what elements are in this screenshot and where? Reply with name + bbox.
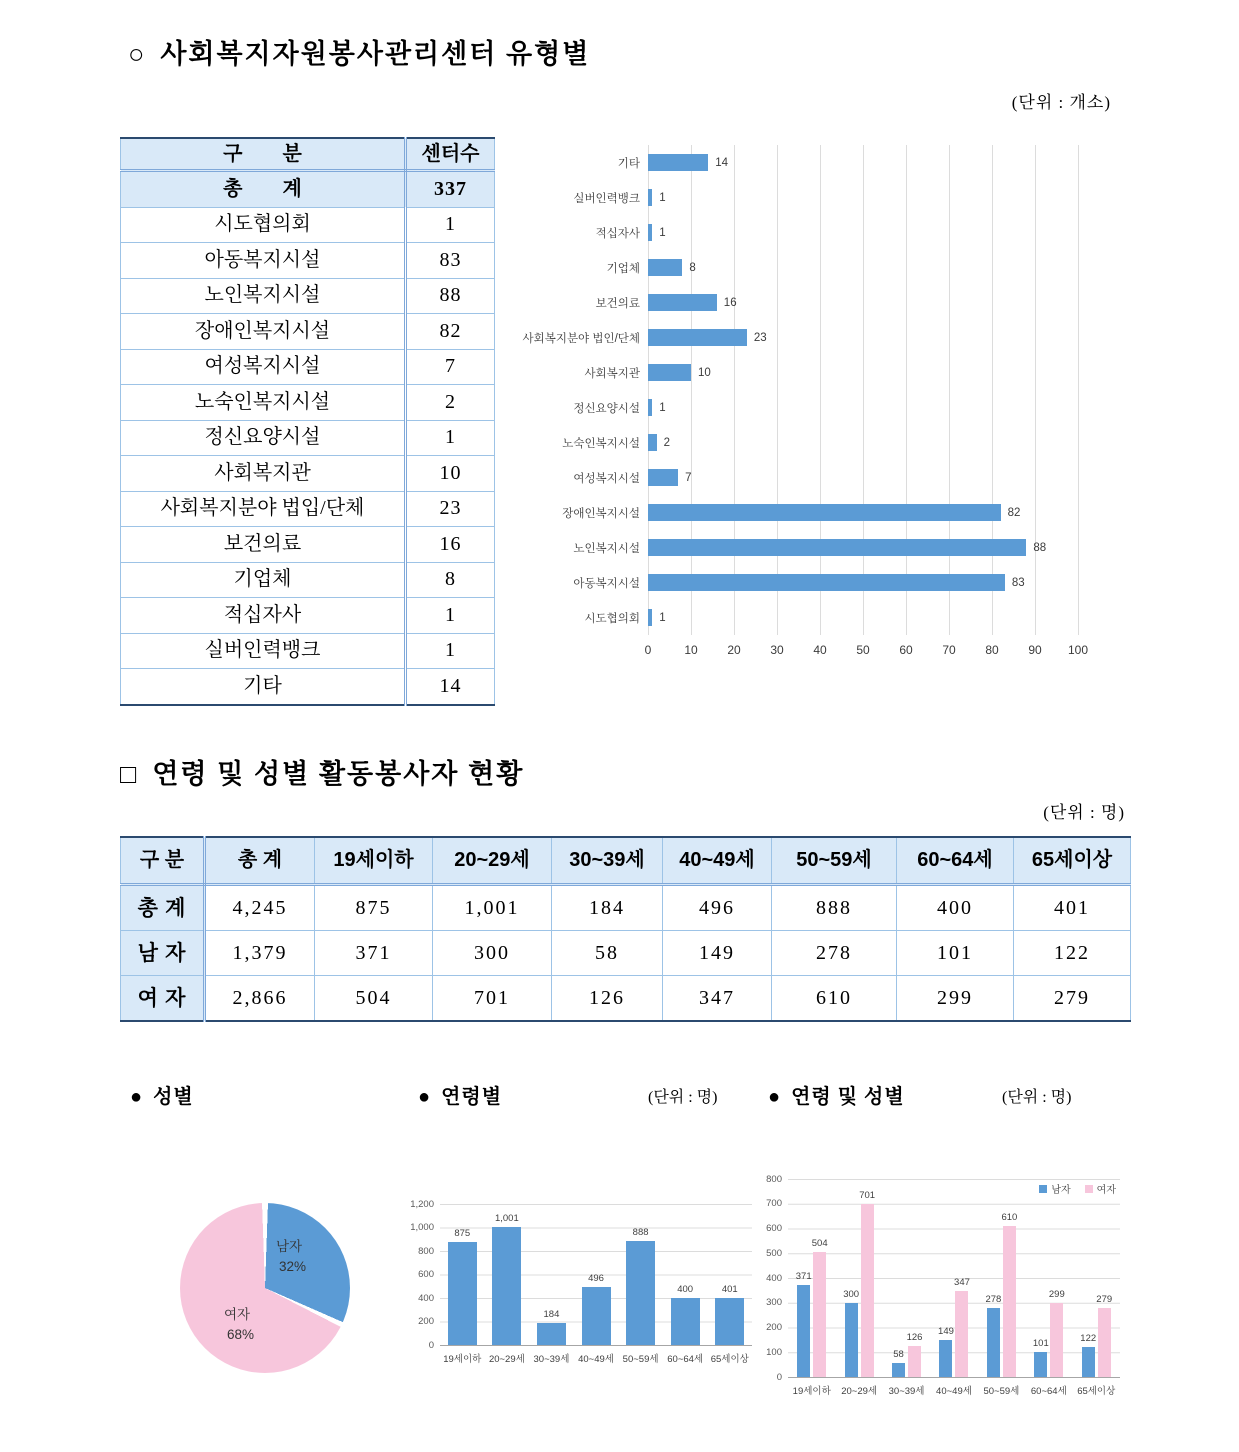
- pie-slice-label: 남자: [276, 1239, 303, 1254]
- bar-group: [485, 1204, 530, 1345]
- legend-item: [1039, 1181, 1070, 1196]
- column-header: 총 계: [205, 837, 315, 885]
- hbar-category-labels: [510, 145, 648, 635]
- row-value: 2,866: [205, 976, 315, 1022]
- vbar-main: [752, 1173, 1127, 1383]
- section2-title: [120, 752, 524, 791]
- row-value: 496: [663, 885, 772, 931]
- row-value: 8: [406, 562, 495, 598]
- bar-value-label: 875: [454, 1228, 471, 1240]
- gender-chart-header: [130, 1080, 194, 1109]
- row-value: 184: [552, 885, 663, 931]
- row-value: 1: [406, 207, 495, 243]
- bar: [648, 329, 747, 346]
- bar-row: [648, 565, 1078, 600]
- row-value: 701: [433, 976, 552, 1022]
- y-axis-tick-label: 100: [766, 1346, 782, 1358]
- category-label: 노숙인복지시설: [562, 437, 640, 450]
- bar-value-label: 58: [893, 1348, 904, 1360]
- table-row: [121, 598, 495, 634]
- gender-chart-label: 성별: [153, 1086, 194, 1108]
- table-row: [121, 314, 495, 350]
- bar-value-label: 88: [1033, 541, 1047, 554]
- row-value: 122: [1014, 931, 1131, 976]
- bar-value-label: 184: [543, 1309, 560, 1321]
- x-axis-tick-label: 50: [856, 643, 870, 657]
- age-gender-table-body: [121, 885, 1131, 1022]
- category-label: 65세이상: [710, 1354, 749, 1365]
- bar-value-label: 504: [811, 1238, 828, 1250]
- category-label: 사회복지분야 법인/단체: [522, 332, 640, 345]
- bar-group: [1025, 1179, 1072, 1377]
- y-axis-tick-label: 200: [418, 1316, 434, 1327]
- row-value: 400: [897, 885, 1014, 931]
- bar-group: [707, 1204, 752, 1345]
- y-axis-labels: [752, 1173, 788, 1383]
- bar: [1032, 1338, 1049, 1377]
- column-header: 65세이상: [1014, 837, 1131, 885]
- row-value: 300: [433, 931, 552, 976]
- table-row: [121, 385, 495, 421]
- bar: [906, 1331, 923, 1377]
- table-row: [121, 885, 1131, 931]
- row-value: 58: [552, 931, 663, 976]
- bar-group: [978, 1179, 1025, 1377]
- table-row: [121, 491, 495, 527]
- bar: [648, 539, 1026, 556]
- bar: [648, 294, 717, 311]
- bar-value-label: 10: [698, 366, 711, 379]
- bar: [648, 434, 657, 451]
- bar-value-label: 371: [795, 1271, 812, 1283]
- bar-value-label: 279: [1096, 1293, 1113, 1305]
- bar-row: [648, 530, 1078, 565]
- legend-swatch-icon: [1085, 1185, 1093, 1193]
- x-axis-tick-label: 80: [985, 643, 999, 657]
- y-axis-tick-label: 400: [418, 1292, 434, 1304]
- row-value: 1,001: [433, 885, 552, 931]
- y-axis-tick-label: 400: [766, 1272, 782, 1284]
- section1-title-text: 사회복지자원봉사관리센터 유형별: [160, 39, 591, 69]
- bar-value-label: 23: [753, 331, 767, 344]
- bar-row: [648, 495, 1078, 530]
- bar-group: [440, 1204, 485, 1345]
- bar-value-label: 14: [715, 156, 728, 169]
- category-label: 아동복지시설: [573, 577, 640, 590]
- bar-row: [648, 285, 1078, 320]
- bar: [954, 1277, 970, 1377]
- row-value: 88: [406, 278, 495, 314]
- table-row: [121, 243, 495, 279]
- age-gender-bar-chart: [752, 1173, 1127, 1397]
- column-header: 30~39세: [552, 837, 663, 885]
- y-axis-tick-label: 0: [776, 1371, 782, 1383]
- circle-bullet-icon: ○: [128, 39, 147, 69]
- dot-bullet-icon: ●: [130, 1086, 144, 1108]
- bar: [648, 224, 652, 241]
- bar: [448, 1228, 477, 1345]
- row-value: 610: [772, 976, 897, 1022]
- bar-group: [835, 1179, 882, 1377]
- category-label: 19세이하: [792, 1386, 831, 1397]
- row-value: 401: [1014, 885, 1131, 931]
- age-chart-header: [418, 1080, 502, 1109]
- category-label: 30~39세: [533, 1354, 570, 1365]
- bar-row: [648, 180, 1078, 215]
- bar-row: [648, 320, 1078, 355]
- category-label: 30~39세: [888, 1386, 925, 1397]
- category-label: 정신요양시설: [573, 402, 640, 415]
- hbar-plot-area: [648, 145, 1079, 635]
- bar: [1080, 1332, 1097, 1377]
- bar: [537, 1309, 566, 1345]
- bar: [648, 469, 678, 486]
- row-value: 1: [406, 598, 495, 634]
- y-axis-tick-label: 300: [766, 1297, 782, 1309]
- bar-row: [648, 355, 1078, 390]
- category-label: 50~59세: [622, 1354, 659, 1365]
- row-value: 504: [315, 976, 433, 1022]
- column-header: 50~59세: [772, 837, 897, 885]
- row-value: 149: [663, 931, 772, 976]
- row-value: 82: [406, 314, 495, 350]
- y-axis-tick-label: 800: [766, 1173, 782, 1185]
- category-label: 노인복지시설: [573, 542, 640, 555]
- category-label: 기업체: [606, 262, 640, 275]
- gender-pie-chart: [180, 1203, 350, 1373]
- bar-value-label: 300: [843, 1288, 860, 1300]
- category-label: 사회복지관: [584, 367, 640, 380]
- bar-group: [618, 1204, 663, 1345]
- header-row: [121, 837, 1131, 885]
- chart-legend: [1039, 1181, 1116, 1196]
- category-label: 시도협의회: [584, 612, 640, 625]
- bar-row: [648, 390, 1078, 425]
- category-label: 40~49세: [578, 1354, 614, 1365]
- bar-value-label: 122: [1080, 1332, 1097, 1344]
- category-label: 보건의료: [595, 297, 640, 310]
- bar-value-label: 1: [659, 611, 666, 624]
- table-row: [121, 278, 495, 314]
- row-label: 여 자: [121, 976, 205, 1022]
- category-label: 여성복지시설: [573, 472, 640, 485]
- column-header: 구 분: [121, 837, 205, 885]
- bar: [859, 1189, 876, 1377]
- x-axis-tick-label: 70: [942, 643, 956, 657]
- bar: [648, 399, 652, 416]
- legend-label: 남자: [1051, 1185, 1071, 1196]
- row-label: 시도협의회: [121, 207, 406, 243]
- bar-value-label: 82: [1007, 506, 1021, 519]
- center-type-table-head: [121, 138, 495, 171]
- bar: [671, 1284, 700, 1345]
- hbar-x-axis: [644, 643, 1089, 665]
- bar-group: [788, 1179, 835, 1377]
- category-label: 65세이상: [1077, 1386, 1116, 1397]
- age-gender-table: [120, 836, 1131, 1022]
- category-label: 20~29세: [488, 1354, 525, 1365]
- table-row: [121, 669, 495, 705]
- bar: [1048, 1289, 1065, 1377]
- center-type-bar-chart: [510, 145, 1089, 665]
- row-value: 10: [406, 456, 495, 492]
- column-header: 40~49세: [663, 837, 772, 885]
- section2-title-text: 연령 및 성별 활동봉사자 현황: [152, 759, 525, 789]
- x-axis-tick-label: 90: [1028, 643, 1042, 657]
- bar: [892, 1348, 905, 1377]
- bar-group: [663, 1204, 708, 1345]
- bar-value-label: 101: [1032, 1338, 1049, 1350]
- x-axis-tick-label: 0: [644, 643, 652, 657]
- center-type-table: [120, 137, 495, 706]
- section1-title: [128, 32, 590, 71]
- bar-value-label: 400: [677, 1284, 694, 1295]
- bar-group: [529, 1204, 574, 1345]
- row-value: 299: [897, 976, 1014, 1022]
- table-row: [121, 633, 495, 669]
- y-axis-tick-label: 700: [766, 1198, 782, 1210]
- row-label: 아동복지시설: [121, 243, 406, 279]
- bar-value-label: 401: [721, 1283, 738, 1295]
- x-axis-tick-label: 10: [684, 643, 698, 657]
- age-gender-table-head: [121, 837, 1131, 885]
- row-value: 279: [1014, 976, 1131, 1022]
- row-value: 23: [406, 491, 495, 527]
- bar: [648, 189, 652, 206]
- square-bullet-icon: □: [120, 759, 139, 789]
- row-label: 노숙인복지시설: [121, 385, 406, 421]
- category-label: 60~64세: [1030, 1386, 1067, 1397]
- row-value: 83: [406, 243, 495, 279]
- row-value: 1: [406, 633, 495, 669]
- x-axis-category-labels: [440, 1351, 752, 1365]
- row-value: 101: [897, 931, 1014, 976]
- vbar-main: [410, 1198, 757, 1351]
- bar-value-label: 7: [685, 471, 692, 484]
- row-label: 노인복지시설: [121, 278, 406, 314]
- bar: [626, 1226, 655, 1345]
- age-chart-unit: (단위 : 명): [648, 1089, 718, 1106]
- category-label: 20~29세: [841, 1386, 878, 1397]
- y-axis-tick-label: 600: [418, 1269, 434, 1280]
- age-chart-label: 연령별: [441, 1086, 503, 1108]
- legend-item: [1085, 1181, 1116, 1196]
- age-gender-chart-label: 연령 및 성별: [791, 1086, 905, 1108]
- vbar-plot-area: [788, 1179, 1120, 1378]
- bar-value-label: 347: [954, 1277, 970, 1289]
- column-header: 20~29세: [433, 837, 552, 885]
- bar: [582, 1272, 611, 1345]
- row-label: 사회복지관: [121, 456, 406, 492]
- bar-value-label: 701: [859, 1189, 876, 1201]
- row-value: 371: [315, 931, 433, 976]
- row-value: 278: [772, 931, 897, 976]
- column-header: 구 분: [121, 138, 406, 171]
- vbar-plot-area: [440, 1204, 752, 1346]
- bar: [1096, 1293, 1113, 1377]
- bar-value-label: 1: [659, 191, 666, 204]
- bar-value-label: 8: [689, 261, 696, 274]
- bar-group: [883, 1179, 930, 1377]
- row-value: 347: [663, 976, 772, 1022]
- age-gender-chart-header: [768, 1080, 905, 1109]
- bar: [648, 609, 652, 626]
- bar-row: [648, 425, 1078, 460]
- row-label: 여성복지시설: [121, 349, 406, 385]
- bar: [648, 154, 708, 171]
- row-value: 337: [406, 171, 495, 208]
- y-axis-tick-label: 0: [428, 1339, 434, 1351]
- bar-row: [648, 600, 1078, 635]
- bar-row: [648, 460, 1078, 495]
- center-type-table-body: [121, 171, 495, 705]
- category-label: 기타: [617, 157, 640, 170]
- row-value: 4,245: [205, 885, 315, 931]
- y-axis-labels: [410, 1198, 440, 1351]
- bar-value-label: 278: [985, 1294, 1002, 1306]
- x-axis-tick-label: 40: [813, 643, 827, 657]
- y-axis-tick-label: 800: [418, 1245, 434, 1257]
- category-label: 장애인복지시설: [562, 507, 640, 520]
- row-value: 875: [315, 885, 433, 931]
- y-axis-tick-label: 600: [766, 1223, 782, 1234]
- row-label: 정신요양시설: [121, 420, 406, 456]
- x-axis-tick-label: 30: [770, 643, 784, 657]
- bar: [648, 259, 682, 276]
- row-label: 남 자: [121, 931, 205, 976]
- bar: [985, 1294, 1002, 1377]
- row-label: 적십자사: [121, 598, 406, 634]
- table-row: [121, 349, 495, 385]
- category-label: 적십자사: [595, 227, 640, 240]
- row-label: 사회복지분야 법입/단체: [121, 491, 406, 527]
- bar: [648, 364, 691, 381]
- table-row: [121, 171, 495, 208]
- bar-group: [1073, 1179, 1120, 1377]
- category-label: 실버인력뱅크: [573, 192, 640, 205]
- legend-swatch-icon: [1039, 1185, 1047, 1193]
- bar-value-label: 83: [1011, 576, 1025, 589]
- bar-value-label: 299: [1048, 1289, 1065, 1300]
- y-axis-tick-label: 1,000: [410, 1222, 434, 1233]
- row-label: 기업체: [121, 562, 406, 598]
- bar: [715, 1283, 744, 1345]
- bar-value-label: 149: [938, 1326, 954, 1338]
- bar: [1001, 1212, 1018, 1377]
- dot-bullet-icon: ●: [768, 1086, 782, 1108]
- bar-value-label: 1: [659, 226, 666, 239]
- row-label: 기타: [121, 669, 406, 705]
- x-axis-category-labels: [788, 1383, 1120, 1397]
- column-header: 19세이하: [315, 837, 433, 885]
- table-row: [121, 976, 1131, 1022]
- row-label: 총 계: [121, 885, 205, 931]
- bar: [492, 1213, 521, 1345]
- table-row: [121, 456, 495, 492]
- bar-row: [648, 250, 1078, 285]
- bar-value-label: 610: [1001, 1212, 1018, 1224]
- pie-slice-value: 32%: [279, 1259, 307, 1274]
- age-bar-chart: [410, 1198, 757, 1365]
- row-value: 888: [772, 885, 897, 931]
- row-label: 실버인력뱅크: [121, 633, 406, 669]
- x-axis-tick-label: 20: [727, 643, 741, 657]
- dot-bullet-icon: ●: [418, 1086, 432, 1108]
- bar-group: [574, 1204, 619, 1345]
- table-row: [121, 527, 495, 563]
- bar: [843, 1288, 860, 1377]
- row-value: 2: [406, 385, 495, 421]
- bar: [938, 1326, 954, 1377]
- x-axis-tick-label: 100: [1067, 643, 1089, 657]
- pie-slice-value: 68%: [227, 1327, 255, 1342]
- bar: [648, 574, 1005, 591]
- bar: [795, 1271, 812, 1377]
- bar-value-label: 126: [906, 1331, 923, 1343]
- table-row: [121, 207, 495, 243]
- bar-value-label: 1: [659, 401, 666, 414]
- bar: [648, 504, 1001, 521]
- header-row: [121, 138, 495, 171]
- row-value: 1,379: [205, 931, 315, 976]
- category-label: 19세이하: [443, 1354, 482, 1365]
- row-value: 16: [406, 527, 495, 563]
- x-axis-tick-label: 60: [899, 643, 913, 657]
- y-axis-tick-label: 500: [766, 1247, 782, 1259]
- row-value: 1: [406, 420, 495, 456]
- row-value: 14: [406, 669, 495, 705]
- column-header: 60~64세: [897, 837, 1014, 885]
- category-label: 40~49세: [936, 1386, 972, 1397]
- hbar-main: [510, 145, 1079, 635]
- bar-value-label: 2: [663, 436, 670, 449]
- category-label: 50~59세: [983, 1386, 1020, 1397]
- table-row: [121, 420, 495, 456]
- table-row: [121, 931, 1131, 976]
- y-axis-tick-label: 200: [766, 1322, 782, 1333]
- row-label: 총 계: [121, 171, 406, 208]
- column-header: 센터수: [406, 138, 495, 171]
- bar-group: [930, 1179, 977, 1377]
- row-label: 장애인복지시설: [121, 314, 406, 350]
- section1-unit-label: (단위 : 개소): [1011, 93, 1111, 112]
- bar-row: [648, 145, 1078, 180]
- age-gender-chart-unit: (단위 : 명): [1002, 1089, 1072, 1106]
- bar-row: [648, 215, 1078, 250]
- row-value: 7: [406, 349, 495, 385]
- category-label: 60~64세: [667, 1354, 704, 1365]
- legend-label: 여자: [1096, 1185, 1116, 1196]
- section2-unit-label: (단위 : 명): [1043, 803, 1125, 822]
- bar-value-label: 1,001: [494, 1213, 519, 1225]
- pie-slice-label: 여자: [224, 1307, 251, 1322]
- row-label: 보건의료: [121, 527, 406, 563]
- row-value: 126: [552, 976, 663, 1022]
- y-axis-tick-label: 1,200: [410, 1198, 434, 1210]
- bar-value-label: 16: [723, 296, 737, 309]
- bar-value-label: 496: [588, 1272, 604, 1284]
- bar: [811, 1238, 828, 1377]
- table-row: [121, 562, 495, 598]
- bar-value-label: 888: [632, 1226, 649, 1238]
